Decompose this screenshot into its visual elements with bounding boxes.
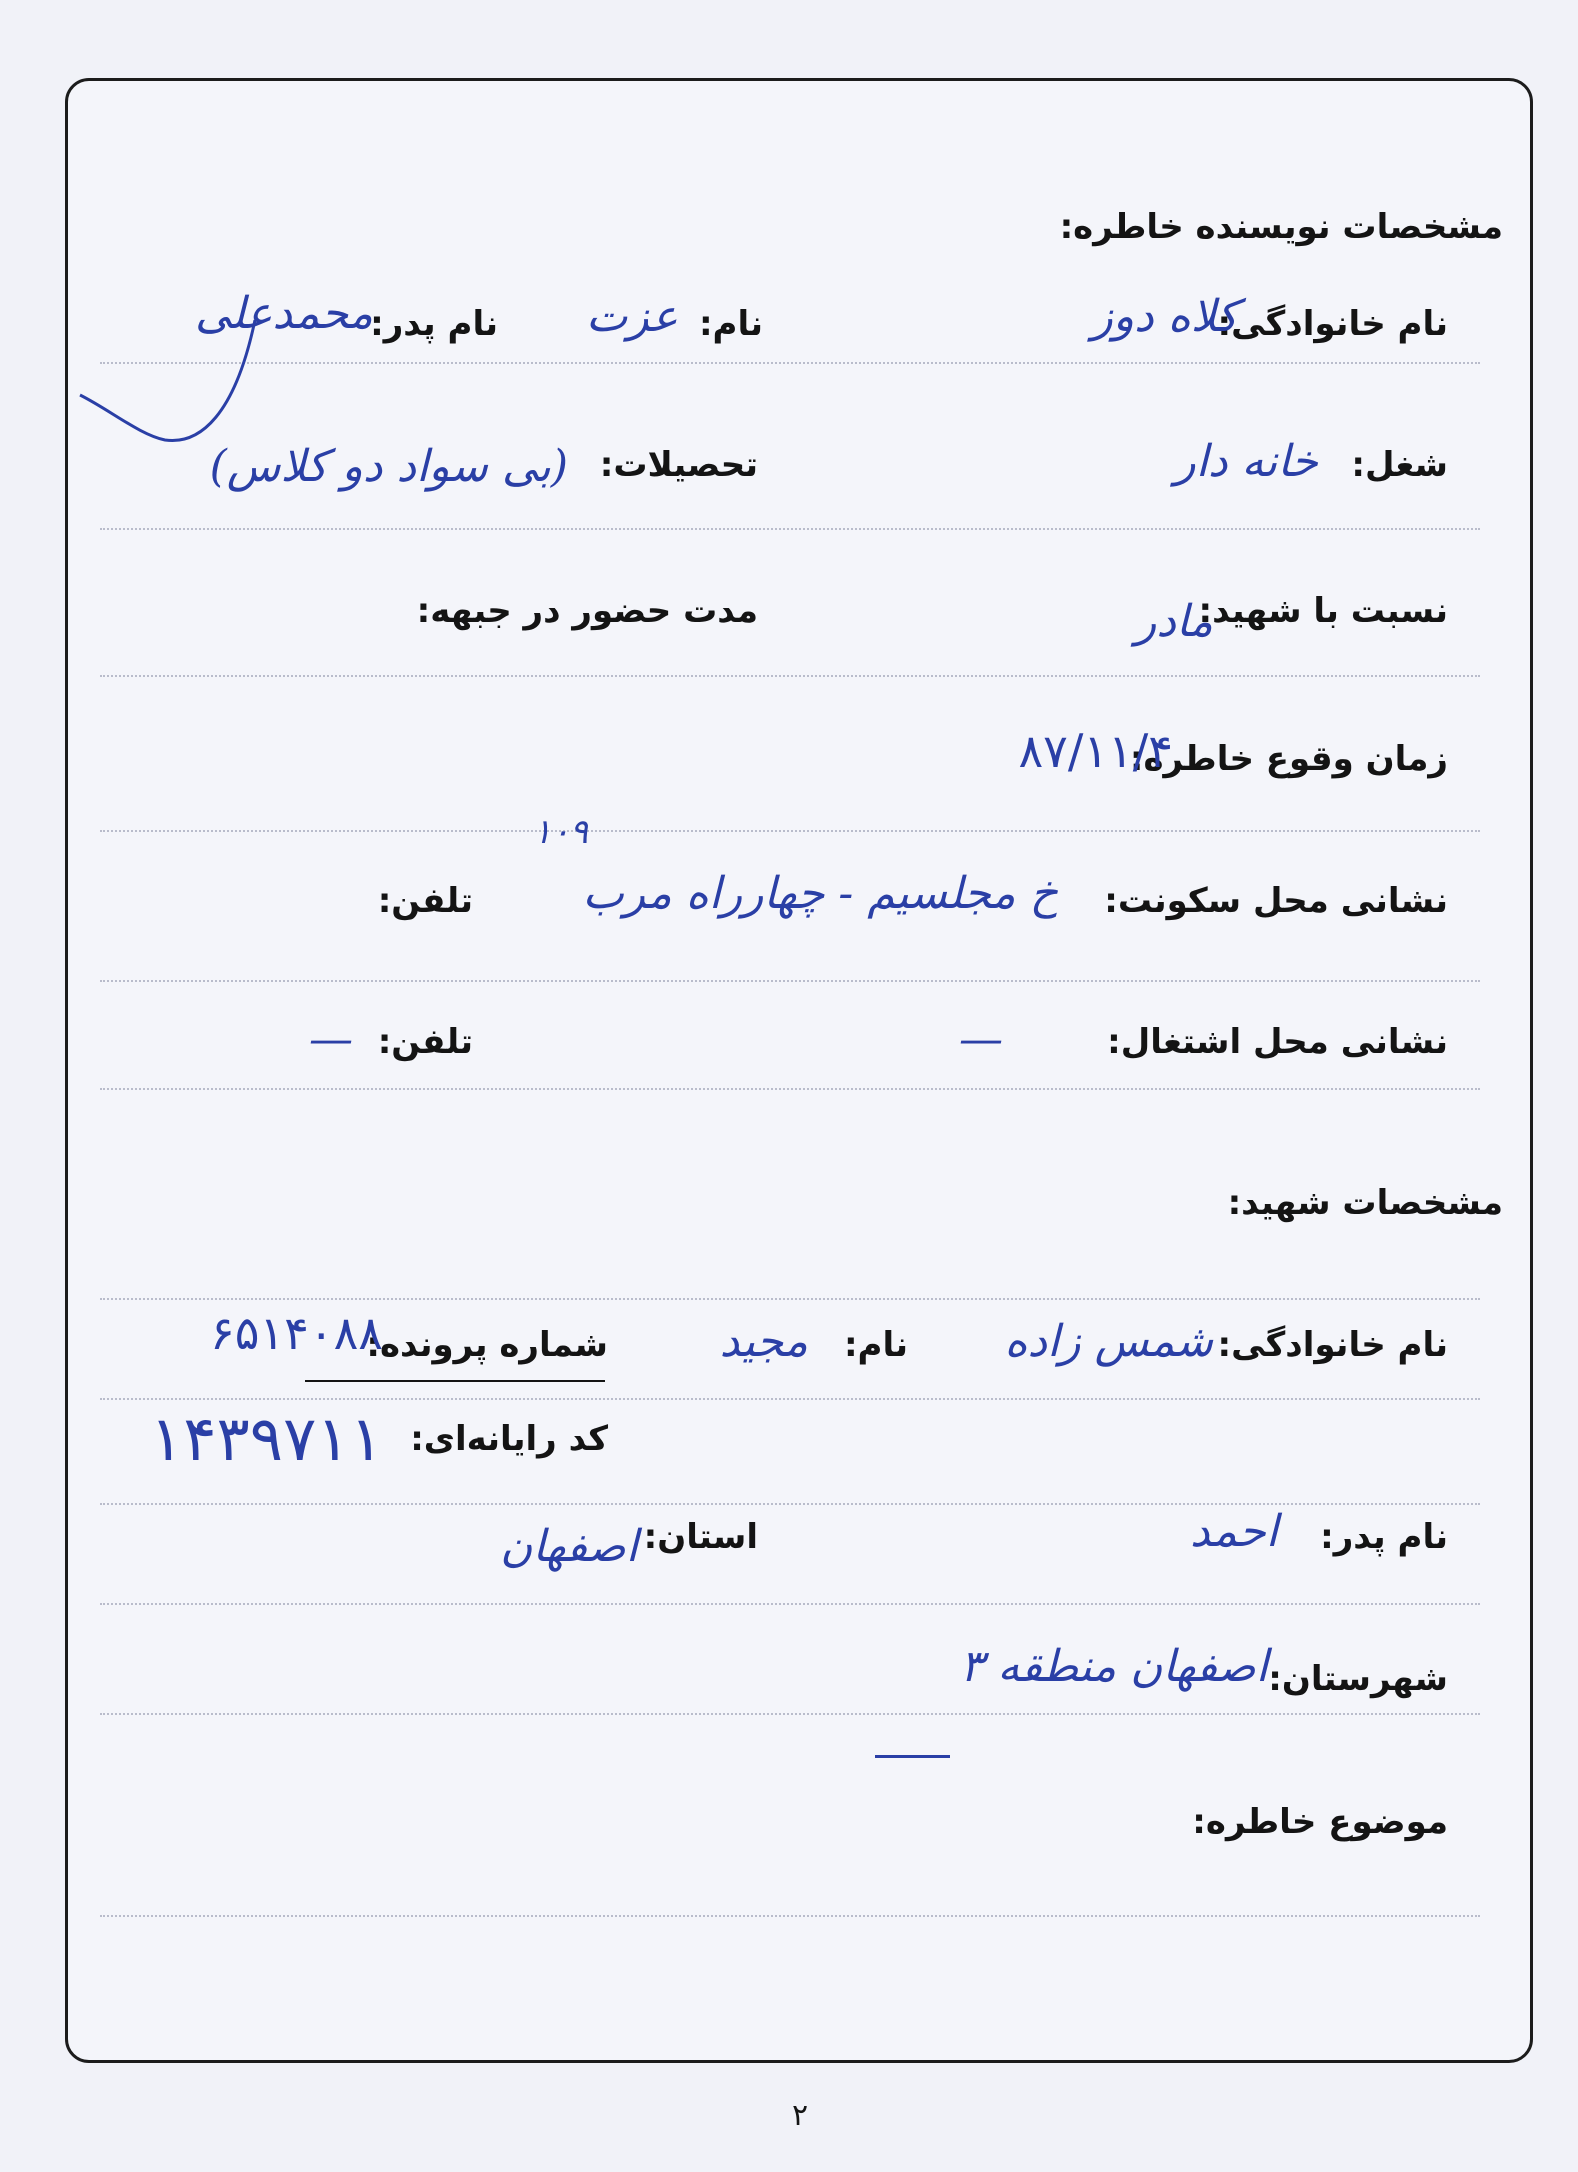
- writing-line: [100, 1713, 1480, 1715]
- memory-subject-label: موضوع خاطره:: [1192, 1802, 1448, 1842]
- handwritten-dash: [875, 1755, 950, 1758]
- writing-line: [100, 980, 1480, 982]
- file-number-underline: [305, 1380, 605, 1382]
- martyr-city-label: شهرستان:: [1268, 1659, 1448, 1699]
- writer-occupation-value: خانه دار: [1174, 436, 1318, 487]
- writing-line: [100, 1503, 1480, 1505]
- martyr-file-number-value: ۶۵۱۴۰۸۸: [210, 1306, 383, 1360]
- writer-work-phone-value: —: [309, 1014, 353, 1065]
- writer-home-phone-label: تلفن:: [377, 881, 473, 921]
- page-number: ۲: [791, 2098, 809, 2133]
- writer-work-address-label: نشانی محل اشتغال:: [1107, 1022, 1448, 1062]
- martyr-father-name-label: نام پدر:: [1320, 1517, 1448, 1557]
- writing-line: [100, 362, 1480, 364]
- martyr-section-heading: مشخصات شهید:: [1227, 1183, 1503, 1223]
- martyr-computer-code-label: کد رایانه‌ای:: [410, 1419, 608, 1459]
- martyr-first-name-value: مجید: [719, 1316, 808, 1367]
- writer-memory-date-value: ۸۷/۱۱/۴: [1018, 724, 1173, 778]
- writer-family-name-label: نام خانوادگی:: [1217, 304, 1448, 344]
- writer-work-address-value: —: [959, 1014, 1003, 1065]
- writer-occupation-label: شغل:: [1351, 445, 1448, 485]
- writer-memory-date-label: زمان وقوع خاطره:: [1129, 739, 1448, 779]
- writing-line: [100, 1603, 1480, 1605]
- writing-line: [100, 1398, 1480, 1400]
- martyr-family-name-label: نام خانوادگی:: [1217, 1325, 1448, 1365]
- writer-section-heading: مشخصات نویسنده خاطره:: [1059, 207, 1503, 247]
- martyr-first-name-label: نام:: [843, 1325, 908, 1365]
- writer-home-address-label: نشانی محل سکونت:: [1104, 881, 1448, 921]
- writer-first-name-value: عزت: [586, 291, 678, 342]
- martyr-province-label: استان:: [643, 1517, 758, 1557]
- writer-father-name-label: نام پدر:: [370, 304, 498, 344]
- writer-relation-value: مادر: [1135, 596, 1213, 647]
- martyr-family-name-value: شمس زاده: [1004, 1316, 1213, 1367]
- writing-line: [100, 1298, 1480, 1300]
- writer-education-label: تحصیلات:: [599, 445, 758, 485]
- writer-work-phone-label: تلفن:: [377, 1022, 473, 1062]
- writing-line: [100, 1088, 1480, 1090]
- writer-home-address-value: خ مجلسیم - چهارراه مرب: [582, 868, 1058, 919]
- martyr-city-value: اصفهان منطقه ۳: [959, 1641, 1268, 1692]
- writer-family-name-value: کلاه دوز: [1091, 291, 1238, 342]
- writing-line: [100, 1915, 1480, 1917]
- writing-line: [100, 528, 1480, 530]
- martyr-province-value: اصفهان: [500, 1521, 638, 1572]
- martyr-file-number-label: شماره پرونده:: [366, 1325, 608, 1365]
- writer-home-address-note: ۱۰۹: [533, 812, 588, 852]
- writing-line: [100, 675, 1480, 677]
- writer-education-value: (بی سواد دو کلاس): [209, 441, 568, 492]
- writer-relation-label: نسبت با شهید:: [1198, 591, 1448, 631]
- writer-father-name-value: محمدعلی: [195, 288, 373, 339]
- writer-front-duration-label: مدت حضور در جبهه:: [416, 591, 758, 631]
- form-frame: [65, 78, 1533, 2063]
- handwritten-check-mark: [70, 300, 270, 450]
- martyr-father-name-value: احمد: [1190, 1506, 1278, 1557]
- writing-line: [100, 830, 1480, 832]
- martyr-computer-code-value: ۱۴۳۹۷۱۱: [149, 1402, 383, 1475]
- writer-first-name-label: نام:: [698, 304, 763, 344]
